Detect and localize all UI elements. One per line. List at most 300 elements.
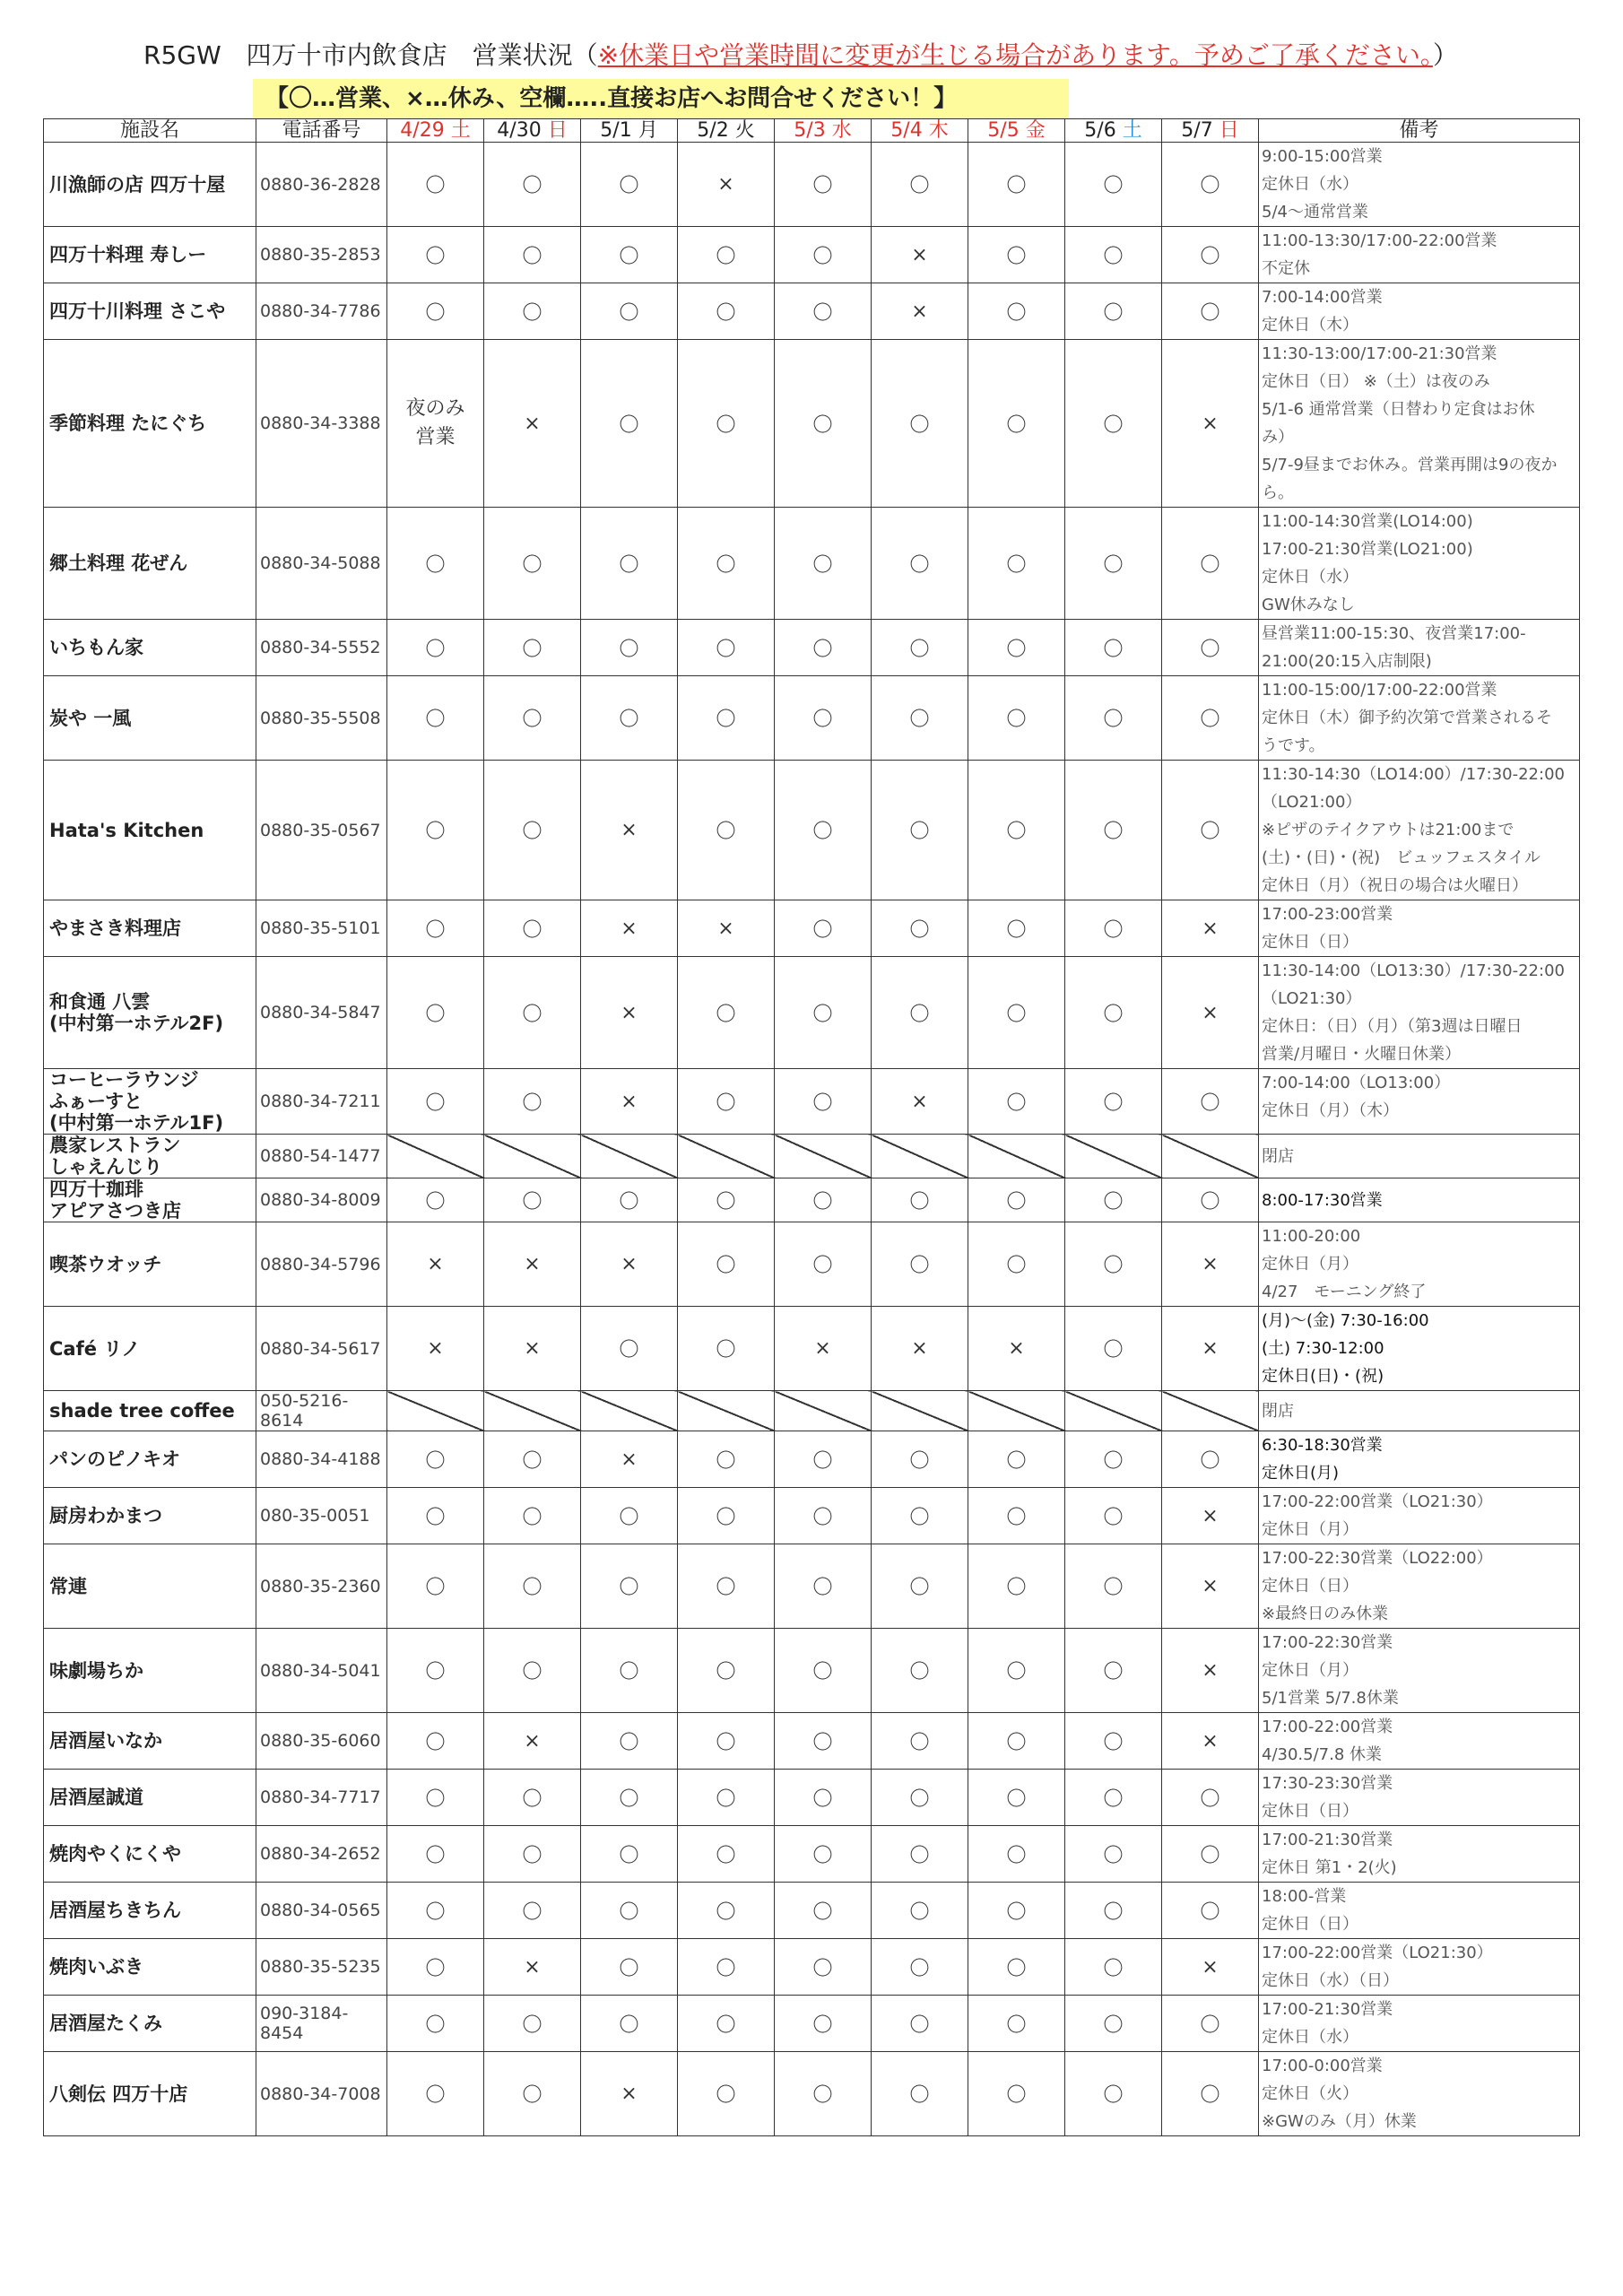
status-mark: 〇: [968, 1713, 1065, 1770]
remark-line: 定休日（月）（木）: [1262, 1101, 1399, 1120]
restaurant-name-line: 四万十珈琲: [49, 1178, 143, 1200]
status-mark: 〇: [387, 227, 484, 283]
status-mark: 〇: [678, 1770, 775, 1826]
status-mark: ×: [1162, 1307, 1259, 1391]
remark-line: 定休日（月）: [1262, 1661, 1358, 1680]
status-mark: 〇: [387, 900, 484, 957]
header-date: 5/1 月: [581, 119, 678, 143]
remark-line: み）: [1262, 428, 1294, 447]
status-mark: 〇: [678, 957, 775, 1069]
phone-number: 0880-34-4188: [256, 1431, 387, 1488]
phone-number: 0880-35-5101: [256, 900, 387, 957]
status-mark: 〇: [872, 620, 968, 676]
status-mark: 〇: [1162, 1431, 1259, 1488]
status-mark: 〇: [581, 508, 678, 620]
closed-cell: [1162, 1391, 1259, 1431]
status-mark: 〇: [1065, 1488, 1162, 1544]
remark-line: ※ピザのテイクアウトは21:00まで: [1262, 821, 1515, 839]
restaurant-name: [44, 143, 256, 227]
remark-line: 定休日（日）: [1262, 1915, 1358, 1934]
closed-cell: [968, 1135, 1065, 1178]
status-mark: 〇: [1065, 1996, 1162, 2052]
status-mark: 〇: [968, 1222, 1065, 1307]
status-mark: 〇: [968, 227, 1065, 283]
remark-line: 17:00-22:00営業（LO21:30）: [1262, 1492, 1493, 1511]
closed-cell: [387, 1135, 484, 1178]
status-mark: 〇: [484, 676, 581, 761]
status-mark: 〇: [387, 1629, 484, 1713]
status-mark: 〇: [968, 1996, 1065, 2052]
status-mark: 〇: [872, 340, 968, 508]
restaurant-name-line: 八剣伝 四万十店: [49, 2083, 188, 2105]
phone-number: 0880-35-2360: [256, 1544, 387, 1629]
table-row: [44, 508, 1580, 620]
closed-cell: [484, 1135, 581, 1178]
status-mark: ×: [484, 1713, 581, 1770]
status-mark: 〇: [1065, 1178, 1162, 1222]
remark-line: 17:00-21:30営業(LO21:00): [1262, 540, 1473, 559]
status-mark: ×: [581, 900, 678, 957]
remark-line: 定休日：（日）（月）（第3週は日曜日: [1262, 1017, 1523, 1036]
remark-line: 17:00-22:00営業（LO21:30）: [1262, 1944, 1493, 1962]
remark-line: 11:30-14:30（LO14:00）/17:30-22:00: [1262, 765, 1565, 784]
status-mark: 〇: [387, 1939, 484, 1996]
status-mark: 〇: [872, 900, 968, 957]
header-date: 5/2 火: [678, 119, 775, 143]
status-mark: 〇: [775, 761, 872, 900]
status-mark: ×: [484, 1307, 581, 1391]
status-mark: 〇: [872, 143, 968, 227]
restaurant-name-line: 焼肉やくにくや: [49, 1843, 181, 1865]
status-mark: 〇: [581, 227, 678, 283]
status-mark: ×: [484, 1222, 581, 1307]
status-mark: 〇: [1162, 2052, 1259, 2136]
status-mark: 〇: [872, 508, 968, 620]
status-mark: 〇: [775, 620, 872, 676]
remarks: [1259, 1713, 1580, 1770]
remark-line: 定休日（水）: [1262, 568, 1358, 587]
restaurant-name: [44, 676, 256, 761]
status-mark: 〇: [387, 1826, 484, 1883]
remark-line: GW休みなし: [1262, 596, 1355, 614]
restaurant-name: [44, 283, 256, 340]
status-mark: 〇: [1162, 1178, 1259, 1222]
remark-line: 5/7-9昼までお休み。営業再開は9の夜か: [1262, 456, 1558, 474]
status-mark: 〇: [775, 1222, 872, 1307]
status-mark: 〇: [484, 1544, 581, 1629]
restaurant-name-line: 郷土料理 花ぜん: [49, 552, 188, 574]
remark-line: 7:00-14:00（LO13:00）: [1262, 1074, 1451, 1092]
remark-line: 17:00-22:00営業: [1262, 1718, 1393, 1736]
closed-cell: [678, 1391, 775, 1431]
status-mark: ×: [484, 340, 581, 508]
restaurant-name-line: 喫茶ウオッチ: [49, 1253, 162, 1275]
status-mark: ×: [1162, 957, 1259, 1069]
restaurant-name-line: 居酒屋ちきちん: [49, 1900, 181, 1921]
phone-number: 080-35-0051: [256, 1488, 387, 1544]
status-mark: 〇: [387, 508, 484, 620]
remarks: [1259, 283, 1580, 340]
phone-number: 0880-35-6060: [256, 1713, 387, 1770]
remark-line: （LO21:00）: [1262, 793, 1362, 812]
remark-line: 5/1-6 通常営業（日替わり定食はお休: [1262, 400, 1535, 419]
status-mark: 〇: [678, 508, 775, 620]
restaurant-name-line: 川漁師の店 四万十屋: [49, 173, 226, 196]
status-mark: 〇: [1065, 283, 1162, 340]
phone-number: 0880-35-5508: [256, 676, 387, 761]
restaurant-name-line: パンのピノキオ: [49, 1448, 180, 1470]
table-row: [44, 340, 1580, 508]
status-mark: 〇: [872, 1629, 968, 1713]
status-mark: ×: [484, 1939, 581, 1996]
table-row: [44, 676, 1580, 761]
remark-line: ※最終日のみ休業: [1262, 1605, 1389, 1623]
remarks: [1259, 1826, 1580, 1883]
status-mark: 〇: [775, 1713, 872, 1770]
page-title: [143, 36, 1578, 75]
restaurant-name: [44, 957, 256, 1069]
phone-number: 0880-54-1477: [256, 1135, 387, 1178]
status-mark: ×: [678, 900, 775, 957]
restaurant-name-line: 居酒屋いなか: [49, 1730, 162, 1752]
status-mark: 〇: [1065, 227, 1162, 283]
status-mark: 〇: [968, 283, 1065, 340]
status-mark: 〇: [968, 676, 1065, 761]
status-mark: 〇: [1065, 1222, 1162, 1307]
phone-number: 0880-35-0567: [256, 761, 387, 900]
table-row: [44, 227, 1580, 283]
status-mark: 〇: [872, 1713, 968, 1770]
status-mark: 〇: [484, 1431, 581, 1488]
status-mark: 〇: [775, 2052, 872, 2136]
status-mark: 〇: [484, 508, 581, 620]
restaurant-name: [44, 1544, 256, 1629]
status-mark: 〇: [387, 761, 484, 900]
restaurant-name-line: 居酒屋誠道: [49, 1787, 143, 1808]
closed-cell: [581, 1135, 678, 1178]
status-mark: 〇: [484, 1883, 581, 1939]
status-mark: 〇: [1065, 1069, 1162, 1135]
remark-line: 定休日（水）: [1262, 175, 1358, 194]
remark-line: 17:30-23:30営業: [1262, 1774, 1393, 1793]
table-row: [44, 1178, 1580, 1222]
status-mark: 〇: [872, 1770, 968, 1826]
closed-cell: [775, 1135, 872, 1178]
remarks: [1259, 508, 1580, 620]
title-close: ）: [1432, 40, 1458, 70]
remarks: [1259, 676, 1580, 761]
status-mark: 〇: [1065, 143, 1162, 227]
remark-line: 4/30.5/7.8 休業: [1262, 1745, 1383, 1764]
status-mark: 〇: [678, 2052, 775, 2136]
status-mark: 〇: [775, 676, 872, 761]
header-row: [44, 119, 1580, 143]
remark-line: 5/1営業 5/7.8休業: [1262, 1689, 1399, 1708]
status-mark: ×: [1162, 1544, 1259, 1629]
status-mark: 〇: [968, 957, 1065, 1069]
status-mark: 〇: [775, 1770, 872, 1826]
remark-line: (土) 7:30-12:00: [1262, 1339, 1384, 1358]
table-row: [44, 1996, 1580, 2052]
phone-number: 0880-34-5552: [256, 620, 387, 676]
status-mark: 〇: [678, 1069, 775, 1135]
status-mark: 〇: [387, 1883, 484, 1939]
status-mark: 〇: [1065, 957, 1162, 1069]
status-mark: 〇: [581, 1996, 678, 2052]
restaurant-name-line: やまさき料理店: [49, 918, 181, 939]
status-mark: 〇: [1065, 340, 1162, 508]
status-mark: ×: [872, 1307, 968, 1391]
remark-line: 11:00-20:00: [1262, 1227, 1361, 1246]
status-mark: 〇: [581, 1883, 678, 1939]
status-mark: 〇: [872, 1939, 968, 1996]
remark-line: 定休日（月）（祝日の場合は火曜日）: [1262, 876, 1528, 895]
remark-line: 17:00-0:00営業: [1262, 2057, 1383, 2075]
status-mark: 〇: [484, 900, 581, 957]
remarks: [1259, 2052, 1580, 2136]
status-mark: 〇: [581, 1629, 678, 1713]
status-mark: 〇: [775, 1431, 872, 1488]
remark-line: 17:00-22:30営業（LO22:00）: [1262, 1549, 1493, 1568]
status-mark: 〇: [387, 620, 484, 676]
remarks: [1259, 1178, 1580, 1222]
header-date: 5/4 木: [872, 119, 968, 143]
status-mark: 〇: [968, 761, 1065, 900]
status-mark: 〇: [678, 283, 775, 340]
status-mark: 〇: [872, 1996, 968, 2052]
remark-line: 定休日（日）: [1262, 933, 1358, 952]
remarks: [1259, 1883, 1580, 1939]
status-mark: ×: [1162, 1629, 1259, 1713]
status-mark: 〇: [678, 1883, 775, 1939]
status-mark: 〇: [387, 143, 484, 227]
remark-line: ら。: [1262, 483, 1294, 502]
header-name: 施設名: [44, 119, 256, 143]
restaurant-name: [44, 1996, 256, 2052]
restaurant-name: [44, 1713, 256, 1770]
header-date: 4/30 日: [484, 119, 581, 143]
status-mark: 〇: [775, 1826, 872, 1883]
table-row: [44, 620, 1580, 676]
status-mark: 〇: [581, 283, 678, 340]
closed-cell: [1065, 1391, 1162, 1431]
title-open: （: [572, 40, 598, 70]
status-mark: ×: [1162, 1222, 1259, 1307]
status-mark: ×: [872, 283, 968, 340]
restaurant-name-line: アピアさつき店: [49, 1200, 181, 1222]
status-mark: 〇: [678, 227, 775, 283]
closed-cell: [678, 1135, 775, 1178]
table-row: [44, 2052, 1580, 2136]
phone-number: 0880-34-7008: [256, 2052, 387, 2136]
status-mark: 〇: [1065, 1544, 1162, 1629]
status-mark: 〇: [872, 2052, 968, 2136]
remark-line: 7:00-14:00営業: [1262, 288, 1383, 307]
remarks: [1259, 957, 1580, 1069]
status-mark: 〇: [1162, 1883, 1259, 1939]
status-mark: 〇: [581, 1488, 678, 1544]
table-row: [44, 1307, 1580, 1391]
table-row: [44, 1629, 1580, 1713]
status-mark: 〇: [872, 1826, 968, 1883]
status-mark: 〇: [1065, 1883, 1162, 1939]
remarks: [1259, 1222, 1580, 1307]
table-row: [44, 1826, 1580, 1883]
status-mark: 〇: [968, 508, 1065, 620]
table-row: [44, 900, 1580, 957]
status-mark: 〇: [968, 900, 1065, 957]
status-mark: 〇: [968, 1939, 1065, 1996]
status-mark: 〇: [1065, 508, 1162, 620]
status-mark: 〇: [484, 1069, 581, 1135]
remark-line: 18:00-営業: [1262, 1887, 1347, 1906]
status-mark: 〇: [968, 340, 1065, 508]
table-row: [44, 1770, 1580, 1826]
status-mark: 〇: [581, 1178, 678, 1222]
remark-line: 定休日（火）: [1262, 2084, 1358, 2103]
status-mark: 〇: [775, 1544, 872, 1629]
status-mark: 〇: [484, 1488, 581, 1544]
status-mark: 〇: [678, 340, 775, 508]
status-mark: 〇: [581, 676, 678, 761]
remarks: [1259, 1770, 1580, 1826]
closed-cell: [968, 1391, 1065, 1431]
status-mark: 〇: [678, 1629, 775, 1713]
status-mark: ×: [1162, 340, 1259, 508]
status-mark: 夜のみ 営業: [387, 340, 484, 508]
status-mark: 〇: [1162, 1826, 1259, 1883]
remarks: [1259, 227, 1580, 283]
title-main: R5GW 四万十市内飲食店 営業状況: [143, 40, 573, 70]
table-row: [44, 1069, 1580, 1135]
remark-line: (土)・(日)・(祝) ビュッフェスタイル: [1262, 848, 1541, 867]
remarks: [1259, 1629, 1580, 1713]
remarks: [1259, 143, 1580, 227]
status-mark: 〇: [775, 227, 872, 283]
status-mark: 〇: [1065, 761, 1162, 900]
restaurant-name: [44, 1222, 256, 1307]
status-mark: 〇: [484, 143, 581, 227]
remarks: [1259, 1544, 1580, 1629]
status-mark: 〇: [872, 957, 968, 1069]
remarks: [1259, 1307, 1580, 1391]
phone-number: 0880-34-8009: [256, 1178, 387, 1222]
status-mark: 〇: [484, 957, 581, 1069]
status-mark: ×: [581, 957, 678, 1069]
status-mark: ×: [1162, 1713, 1259, 1770]
remark-line: （LO21:30）: [1262, 989, 1362, 1008]
status-mark: 〇: [968, 1069, 1065, 1135]
status-mark: 〇: [1065, 2052, 1162, 2136]
status-mark: 〇: [1065, 1431, 1162, 1488]
remarks: [1259, 1135, 1580, 1178]
remark-line: 定休日（月）: [1262, 1255, 1358, 1274]
status-mark: 〇: [1065, 1713, 1162, 1770]
restaurant-name-line: ふぁーすと: [49, 1091, 143, 1112]
phone-number: 0880-34-7717: [256, 1770, 387, 1826]
status-mark: 〇: [484, 620, 581, 676]
header-note: 備考: [1259, 119, 1580, 143]
status-mark: 〇: [581, 1939, 678, 1996]
restaurant-name: [44, 1178, 256, 1222]
phone-number: 0880-34-3388: [256, 340, 387, 508]
phone-number: 0880-34-2652: [256, 1826, 387, 1883]
phone-number: 050-5216-8614: [256, 1391, 387, 1431]
status-mark: 〇: [387, 1713, 484, 1770]
remark-line: (月)～(金) 7:30-16:00: [1262, 1311, 1429, 1330]
status-mark: 〇: [775, 508, 872, 620]
restaurant-name: [44, 1770, 256, 1826]
status-mark: ×: [581, 1069, 678, 1135]
status-mark: 〇: [775, 900, 872, 957]
status-mark: 〇: [1162, 143, 1259, 227]
remarks: [1259, 1488, 1580, 1544]
status-mark: 〇: [775, 1629, 872, 1713]
restaurant-name: [44, 1431, 256, 1488]
remark-line: 定休日(日)・(祝): [1262, 1367, 1384, 1386]
legend-banner: 【〇…営業、×…休み、空欄…..直接お店へお問合せください！】: [253, 79, 1069, 118]
status-mark: 〇: [775, 1069, 872, 1135]
status-mark: ×: [968, 1307, 1065, 1391]
remarks: [1259, 761, 1580, 900]
remark-line: 9:00-15:00営業: [1262, 147, 1383, 166]
restaurant-name: [44, 761, 256, 900]
status-mark: 〇: [1162, 676, 1259, 761]
status-mark: 〇: [1065, 900, 1162, 957]
header-phone: 電話番号: [256, 119, 387, 143]
restaurant-name: [44, 1307, 256, 1391]
header-date: 5/5 金: [968, 119, 1065, 143]
table-row: [44, 1883, 1580, 1939]
status-mark: 〇: [387, 957, 484, 1069]
status-mark: 〇: [678, 1826, 775, 1883]
status-mark: 〇: [1065, 1939, 1162, 1996]
phone-number: 0880-34-0565: [256, 1883, 387, 1939]
remark-line: 17:00-23:00営業: [1262, 905, 1393, 924]
remark-line: 定休日（日）: [1262, 1802, 1358, 1821]
remarks: [1259, 620, 1580, 676]
remark-line: 17:00-21:30営業: [1262, 2000, 1393, 2019]
table-row: [44, 283, 1580, 340]
status-mark: 〇: [387, 1488, 484, 1544]
table-row: [44, 143, 1580, 227]
restaurant-name-line: 四万十料理 寿しー: [49, 244, 207, 265]
status-mark: ×: [872, 227, 968, 283]
remarks: [1259, 1939, 1580, 1996]
remark-line: 5/4～通常営業: [1262, 203, 1368, 222]
phone-number: 0880-35-5235: [256, 1939, 387, 1996]
status-mark: 〇: [387, 1770, 484, 1826]
remark-line: 閉店: [1262, 1146, 1294, 1166]
phone-number: 0880-34-5617: [256, 1307, 387, 1391]
restaurant-name: [44, 1069, 256, 1135]
schedule-table: [43, 118, 1580, 2136]
phone-number: 0880-36-2828: [256, 143, 387, 227]
status-mark: 〇: [678, 1713, 775, 1770]
status-mark: 〇: [1162, 1996, 1259, 2052]
status-mark: 〇: [581, 620, 678, 676]
table-row: [44, 1431, 1580, 1488]
remark-line: 11:30-14:00（LO13:30）/17:30-22:00: [1262, 961, 1565, 980]
table-row: [44, 1222, 1580, 1307]
closed-cell: [1065, 1135, 1162, 1178]
status-mark: ×: [387, 1222, 484, 1307]
status-mark: 〇: [484, 227, 581, 283]
status-mark: 〇: [387, 676, 484, 761]
status-mark: 〇: [968, 1629, 1065, 1713]
status-mark: 〇: [872, 676, 968, 761]
header-date: 5/3 水: [775, 119, 872, 143]
